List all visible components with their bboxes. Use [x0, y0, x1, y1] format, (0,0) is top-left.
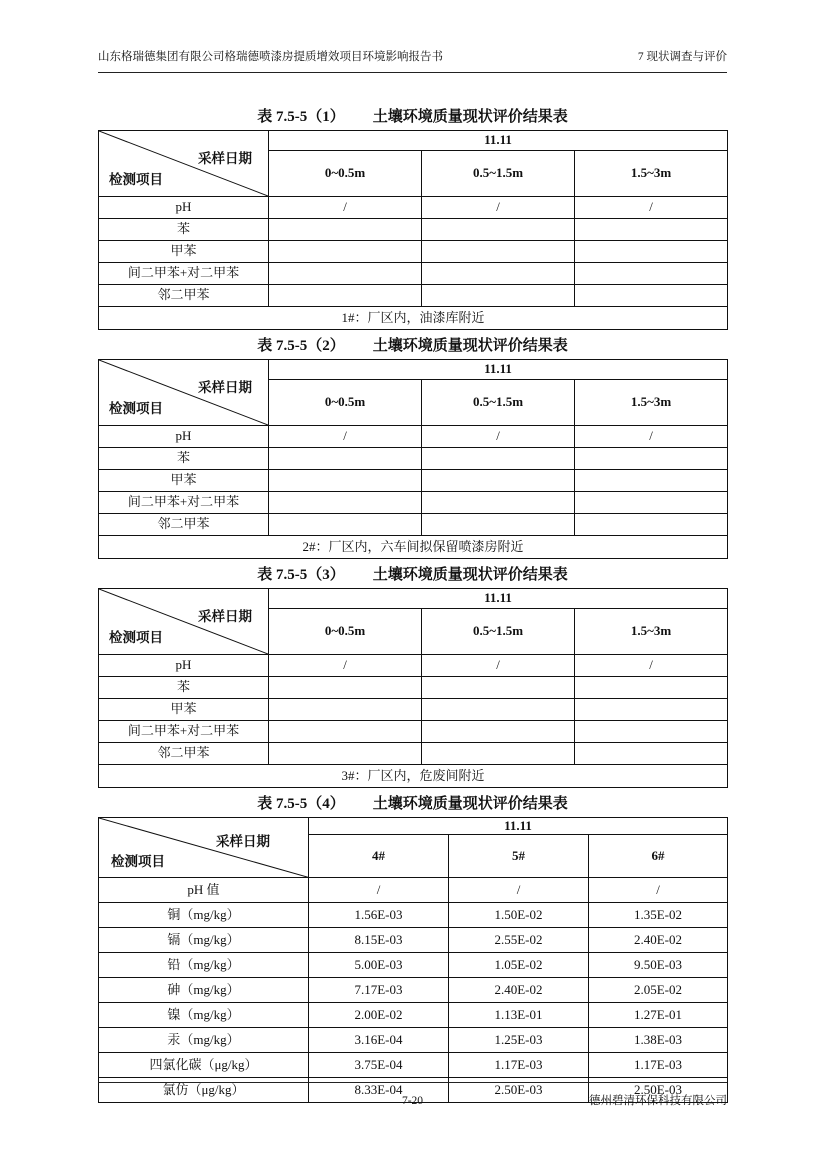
corner-cell	[99, 818, 309, 878]
test-item-label: 检测项目	[111, 854, 165, 870]
value-cell: 1.27E-01	[589, 1003, 728, 1028]
table-row	[99, 743, 728, 765]
soil-table	[98, 817, 728, 1103]
row-label-cell: 苯	[99, 219, 269, 241]
value-cell: 1.56E-03	[309, 903, 449, 928]
row-label-cell: 镉（mg/kg）	[99, 928, 309, 953]
row-label-cell: 邻二甲苯	[99, 514, 269, 536]
table-row	[99, 448, 728, 470]
table-row	[99, 241, 728, 263]
row-label-cell: 镍（mg/kg）	[99, 1003, 309, 1028]
page-footer	[98, 1082, 727, 1107]
table-row	[99, 721, 728, 743]
table-row	[99, 878, 728, 903]
table-row	[99, 1003, 728, 1028]
value-cell	[422, 470, 575, 492]
value-cell: 1.35E-02	[589, 903, 728, 928]
value-cell	[575, 699, 728, 721]
row-label-cell: 苯	[99, 677, 269, 699]
value-cell: 5.00E-03	[309, 953, 449, 978]
date-header-cell: 11.11	[309, 818, 728, 835]
soil-table	[98, 359, 728, 559]
row-label-cell: 间二甲苯+对二甲苯	[99, 263, 269, 285]
value-cell: 9.50E-03	[589, 953, 728, 978]
value-cell: /	[422, 426, 575, 448]
table-section-1	[98, 108, 727, 330]
column-header-cell: 0.5~1.5m	[422, 151, 575, 197]
value-cell	[269, 241, 422, 263]
value-cell	[269, 492, 422, 514]
table-title-text: 土壤环境质量现状评价结果表	[372, 338, 568, 354]
value-cell	[422, 219, 575, 241]
value-cell: 2.50E-03	[449, 1078, 589, 1103]
value-cell: /	[589, 878, 728, 903]
row-label-cell: 砷（mg/kg）	[99, 978, 309, 1003]
table-row	[99, 197, 728, 219]
value-cell	[422, 492, 575, 514]
table-host	[98, 359, 727, 559]
company-name: 德州碧清环保科技有限公司	[589, 1095, 727, 1107]
table-row	[99, 953, 728, 978]
soil-table	[98, 130, 728, 330]
value-cell: 1.50E-02	[449, 903, 589, 928]
corner-cell	[99, 360, 269, 426]
column-header-cell: 1.5~3m	[575, 151, 728, 197]
value-cell	[422, 285, 575, 307]
table-title	[98, 566, 727, 584]
value-cell	[575, 721, 728, 743]
value-cell: /	[269, 197, 422, 219]
value-cell	[422, 721, 575, 743]
value-cell: /	[575, 426, 728, 448]
value-cell	[422, 241, 575, 263]
table-row	[99, 470, 728, 492]
value-cell: 1.13E-01	[449, 1003, 589, 1028]
value-cell: 2.55E-02	[449, 928, 589, 953]
row-label-cell: 四氯化碳（μg/kg）	[99, 1053, 309, 1078]
column-header-cell: 0~0.5m	[269, 380, 422, 426]
value-cell: 2.50E-03	[589, 1078, 728, 1103]
row-label-cell: pH 值	[99, 878, 309, 903]
row-label-cell: 铅（mg/kg）	[99, 953, 309, 978]
value-cell: /	[575, 655, 728, 677]
value-cell: 2.40E-02	[449, 978, 589, 1003]
sampling-date-label: 采样日期	[198, 151, 252, 166]
value-cell	[269, 743, 422, 765]
value-cell	[422, 699, 575, 721]
value-cell	[575, 743, 728, 765]
value-cell: 1.17E-03	[589, 1053, 728, 1078]
table-host	[98, 130, 727, 330]
table-row	[99, 903, 728, 928]
value-cell	[269, 263, 422, 285]
value-cell	[575, 677, 728, 699]
value-cell	[575, 241, 728, 263]
value-cell	[269, 470, 422, 492]
table-row	[99, 1053, 728, 1078]
table-title-text: 土壤环境质量现状评价结果表	[372, 109, 568, 125]
table-section-2	[98, 337, 727, 559]
table-note: 3#：厂区内，危废间附近	[99, 765, 728, 788]
row-label-cell: 氯仿（μg/kg）	[99, 1078, 309, 1103]
value-cell	[269, 514, 422, 536]
value-cell	[422, 743, 575, 765]
value-cell: 2.40E-02	[589, 928, 728, 953]
value-cell	[269, 721, 422, 743]
value-cell: 8.15E-03	[309, 928, 449, 953]
table-number: 表 7.5-5（3）	[257, 567, 345, 583]
value-cell: 3.16E-04	[309, 1028, 449, 1053]
value-cell	[422, 448, 575, 470]
soil-table	[98, 588, 728, 788]
value-cell	[422, 677, 575, 699]
value-cell: /	[422, 655, 575, 677]
table-row	[99, 677, 728, 699]
value-cell	[575, 263, 728, 285]
table-row	[99, 263, 728, 285]
corner-cell	[99, 589, 269, 655]
table-host	[98, 817, 727, 1103]
table-section-3	[98, 566, 727, 788]
value-cell: 3.75E-04	[309, 1053, 449, 1078]
row-label-cell: pH	[99, 197, 269, 219]
column-header-cell: 0.5~1.5m	[422, 380, 575, 426]
row-label-cell: 铜（mg/kg）	[99, 903, 309, 928]
value-cell: /	[422, 197, 575, 219]
table-note: 2#：厂区内，六车间拟保留喷漆房附近	[99, 536, 728, 559]
column-header-cell: 5#	[449, 835, 589, 878]
value-cell	[575, 219, 728, 241]
table-row	[99, 978, 728, 1003]
table-row	[99, 514, 728, 536]
column-header-cell: 6#	[589, 835, 728, 878]
date-header-cell: 11.11	[269, 589, 728, 609]
row-label-cell: 邻二甲苯	[99, 285, 269, 307]
value-cell	[269, 699, 422, 721]
page-number: 7-20	[401, 1095, 424, 1107]
value-cell: /	[449, 878, 589, 903]
row-label-cell: 苯	[99, 448, 269, 470]
value-cell	[269, 219, 422, 241]
row-label-cell: 间二甲苯+对二甲苯	[99, 721, 269, 743]
row-label-cell: 甲苯	[99, 241, 269, 263]
column-header-cell: 1.5~3m	[575, 609, 728, 655]
table-row	[99, 426, 728, 448]
table-host	[98, 588, 727, 788]
value-cell	[269, 448, 422, 470]
corner-cell	[99, 131, 269, 197]
value-cell	[422, 263, 575, 285]
table-number: 表 7.5-5（2）	[257, 338, 345, 354]
value-cell: 2.00E-02	[309, 1003, 449, 1028]
column-header-cell: 0~0.5m	[269, 151, 422, 197]
value-cell	[575, 492, 728, 514]
value-cell	[575, 285, 728, 307]
table-number: 表 7.5-5（1）	[257, 109, 345, 125]
row-label-cell: 汞（mg/kg）	[99, 1028, 309, 1053]
value-cell: 8.33E-04	[309, 1078, 449, 1103]
table-row	[99, 655, 728, 677]
table-section-4	[98, 795, 727, 1103]
table-title-text: 土壤环境质量现状评价结果表	[372, 796, 568, 812]
table-number: 表 7.5-5（4）	[257, 796, 345, 812]
test-item-label: 检测项目	[109, 401, 163, 417]
value-cell	[575, 448, 728, 470]
sampling-date-label: 采样日期	[198, 380, 252, 395]
table-title-text: 土壤环境质量现状评价结果表	[372, 567, 568, 583]
page-body	[98, 108, 727, 1103]
table-note: 1#：厂区内，油漆库附近	[99, 307, 728, 330]
row-label-cell: 邻二甲苯	[99, 743, 269, 765]
value-cell: /	[269, 426, 422, 448]
value-cell: 2.05E-02	[589, 978, 728, 1003]
table-row	[99, 699, 728, 721]
table-title	[98, 795, 727, 813]
value-cell: 1.25E-03	[449, 1028, 589, 1053]
row-label-cell: pH	[99, 426, 269, 448]
value-cell: 7.17E-03	[309, 978, 449, 1003]
table-row	[99, 492, 728, 514]
table-row	[99, 219, 728, 241]
date-header-cell: 11.11	[269, 360, 728, 380]
value-cell: /	[269, 655, 422, 677]
value-cell	[269, 285, 422, 307]
table-row	[99, 285, 728, 307]
date-header-cell: 11.11	[269, 131, 728, 151]
column-header-cell: 1.5~3m	[575, 380, 728, 426]
page-header	[98, 50, 727, 73]
row-label-cell: 甲苯	[99, 470, 269, 492]
row-label-cell: 甲苯	[99, 699, 269, 721]
test-item-label: 检测项目	[109, 630, 163, 646]
value-cell: 1.05E-02	[449, 953, 589, 978]
value-cell	[422, 514, 575, 536]
column-header-cell: 4#	[309, 835, 449, 878]
table-row	[99, 928, 728, 953]
value-cell: 1.38E-03	[589, 1028, 728, 1053]
test-item-label: 检测项目	[109, 172, 163, 188]
column-header-cell: 0.5~1.5m	[422, 609, 575, 655]
column-header-cell: 0~0.5m	[269, 609, 422, 655]
value-cell	[575, 514, 728, 536]
table-title	[98, 337, 727, 355]
value-cell: /	[309, 878, 449, 903]
row-label-cell: 间二甲苯+对二甲苯	[99, 492, 269, 514]
value-cell: 1.17E-03	[449, 1053, 589, 1078]
value-cell: /	[575, 197, 728, 219]
report-title: 山东格瑞德集团有限公司格瑞德喷漆房提质增效项目环境影响报告书	[98, 51, 443, 63]
sampling-date-label: 采样日期	[198, 609, 252, 624]
table-row	[99, 1028, 728, 1053]
sampling-date-label: 采样日期	[216, 834, 270, 849]
row-label-cell: pH	[99, 655, 269, 677]
table-title	[98, 108, 727, 126]
chapter-label: 7 现状调查与评价	[637, 51, 727, 63]
value-cell	[269, 677, 422, 699]
value-cell	[575, 470, 728, 492]
